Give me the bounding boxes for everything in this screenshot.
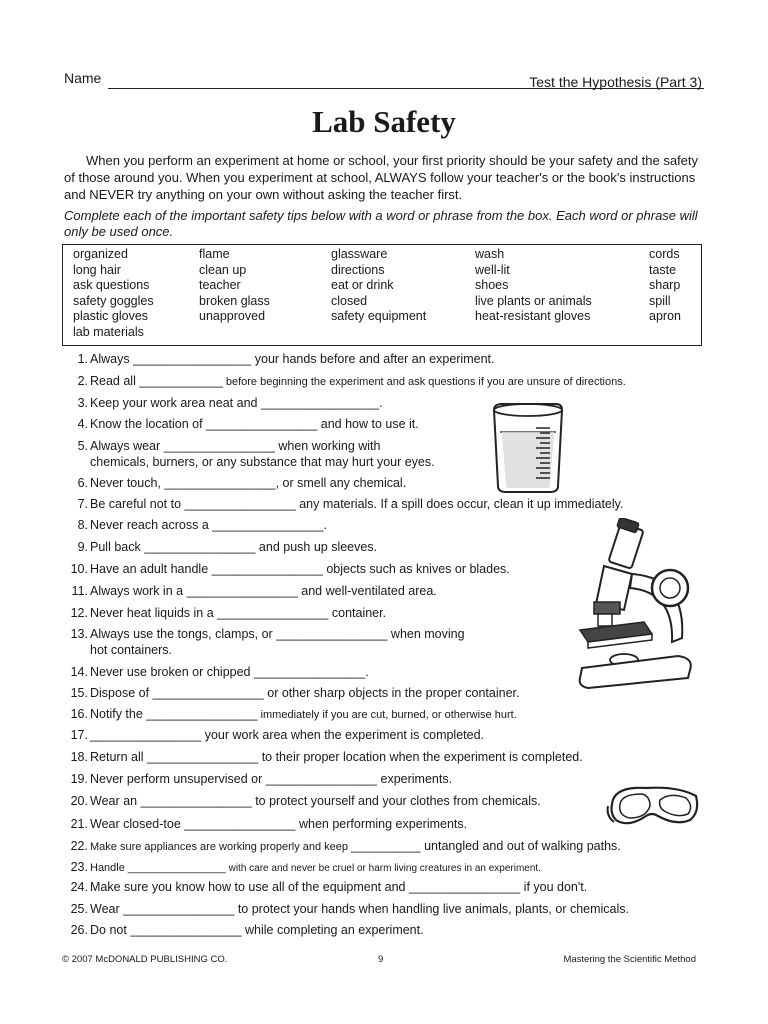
answer-blank[interactable]: ________________ (144, 540, 256, 554)
safety-item-2: 2. Read all ____________ before beginning the experiment and ask questions if you are unsure of directions. (77, 374, 626, 388)
answer-blank[interactable]: ________________ (127, 862, 226, 874)
safety-item-26: 26. Do not ________________ while completing an experiment. (70, 923, 424, 937)
answer-blank[interactable]: ________________ (212, 518, 324, 532)
safety-item-21: 21. Wear closed-toe ________________ when performing experiments. (70, 817, 468, 831)
answer-blank[interactable]: _________________ (260, 396, 380, 410)
safety-item-14: 14. Never use broken or chipped ________________. (70, 665, 369, 679)
safety-item-25: 25. Wear ________________ to protect your hands when handling live animals, plants, or chemicals. (70, 902, 630, 916)
answer-blank[interactable]: ________________ (146, 750, 259, 764)
beaker-icon (488, 400, 568, 496)
safety-item-1: 1. Always _________________ your hands before and after an experiment. (77, 352, 495, 366)
word: live plants or animals (475, 293, 592, 308)
safety-item-4: 4. Know the location of ________________ and how to use it. (77, 417, 419, 431)
word-column-4 (475, 247, 592, 325)
safety-item-5: 5. Always wear ________________ when working with (77, 439, 381, 453)
word: broken glass (199, 293, 270, 308)
goggles-icon (606, 782, 702, 832)
word: lab materials (73, 324, 144, 339)
answer-blank[interactable]: ________________ (123, 902, 235, 916)
word: safety goggles (73, 293, 154, 308)
answer-blank[interactable]: ________________ (184, 817, 296, 831)
answer-blank[interactable]: ________________ (140, 794, 252, 808)
safety-item-12: 12. Never heat liquids in a ________________ container. (70, 606, 387, 620)
answer-blank[interactable]: ________________ (90, 728, 202, 742)
safety-item-5-cont: chemicals, burners, or any substance that may hurt your eyes. (90, 455, 435, 469)
word: directions (331, 262, 385, 277)
answer-blank[interactable]: ________________ (164, 476, 276, 490)
page-title: Lab Safety (312, 104, 456, 139)
word: taste (649, 262, 677, 277)
page-number: 9 (378, 954, 384, 965)
word: ask questions (73, 278, 150, 292)
safety-item-15: 15. Dispose of ________________ or other sharp objects in the proper container. (70, 686, 520, 700)
word: eat or drink (331, 278, 394, 292)
safety-item-22: 22. Make sure appliances are working properly and keep __________ untangled and out of walking paths. (70, 839, 621, 853)
answer-blank[interactable]: ________________ (253, 665, 366, 679)
answer-blank[interactable]: ________________ (184, 497, 296, 511)
word-column-1 (73, 247, 154, 340)
answer-blank[interactable]: ________________ (163, 439, 275, 453)
name-label: Name (64, 70, 102, 86)
word: heat-resistant gloves (475, 309, 591, 323)
answer-blank[interactable]: ________________ (408, 880, 521, 894)
word-box (62, 244, 702, 346)
word: closed (331, 293, 368, 308)
safety-item-7: 7. Be careful not to ________________ any materials. If a spill does occur, clean it up immediately. (77, 497, 624, 511)
safety-item-16: 16. Notify the ________________ immediately if you are cut, burned, or otherwise hurt. (70, 707, 517, 721)
safety-item-9: 9. Pull back ________________ and push up sleeves. (77, 540, 378, 554)
word: safety equipment (331, 309, 427, 323)
safety-item-8: 8. Never reach across a ________________. (77, 518, 327, 532)
intro-paragraph: When you perform an experiment at home or school, your first priority should be your safety and the safety of those around you. When you experiment at school, ALWAYS follow your teacher's or the book's instructions and NEVER try anything on your own without asking the teacher first. (64, 153, 699, 202)
word: apron (649, 309, 681, 323)
answer-blank[interactable]: ________________ (130, 923, 242, 937)
word-column-5 (649, 247, 681, 325)
answer-blank[interactable]: ________________ (276, 627, 388, 641)
word: sharp (649, 278, 681, 292)
word: unapproved (199, 309, 266, 323)
word: spill (649, 293, 671, 308)
safety-item-11: 11. Always work in a ________________ and well-ventilated area. (71, 584, 437, 598)
safety-item-13: 13. Always use the tongs, clamps, or ________________ when moving (70, 627, 465, 641)
book-title: Mastering the Scientific Method (563, 954, 696, 965)
word: glassware (331, 247, 388, 261)
word: cords (649, 247, 680, 261)
safety-item-3: 3. Keep your work area neat and _________________. (77, 396, 383, 410)
word: teacher (199, 278, 241, 292)
answer-blank[interactable]: ________________ (206, 417, 318, 431)
safety-item-6: 6. Never touch, ________________, or smell any chemical. (77, 476, 407, 490)
page-subtitle: Test the Hypothesis (Part 3) (529, 74, 702, 90)
word: plastic gloves (73, 309, 149, 323)
safety-item-13-cont: hot containers. (90, 643, 172, 657)
safety-item-23: 23. Handle ________________ with care and never be cruel or harm living creatures in an experiment. (70, 860, 541, 874)
answer-blank[interactable]: ____________ (139, 374, 223, 388)
answer-blank[interactable]: ________________ (265, 772, 378, 786)
word: clean up (199, 262, 247, 277)
microscope-icon (574, 518, 702, 694)
word-column-2 (199, 247, 270, 325)
safety-item-17: 17. ________________ your work area when the experiment is completed. (70, 728, 485, 742)
safety-item-18: 18. Return all ________________ to their proper location when the experiment is completed. (70, 750, 583, 764)
safety-item-19: 19. Never perform unsupervised or ________________ experiments. (70, 772, 453, 786)
answer-blank[interactable]: ________________ (211, 562, 323, 576)
word: shoes (475, 278, 509, 292)
answer-blank[interactable]: ________________ (146, 707, 258, 721)
copyright: © 2007 McDONALD PUBLISHING CO. (62, 954, 228, 965)
word: wash (475, 247, 505, 261)
answer-blank[interactable]: ________________ (152, 686, 264, 700)
word: long hair (73, 262, 121, 277)
word: organized (73, 247, 128, 261)
word-column-3 (331, 247, 426, 325)
answer-blank[interactable]: _________________ (133, 352, 252, 366)
safety-item-24: 24. Make sure you know how to use all of the equipment and ________________ if you don't. (70, 880, 588, 894)
answer-blank[interactable]: ________________ (186, 584, 298, 598)
answer-blank[interactable]: __________ (351, 839, 421, 853)
word: well-lit (475, 262, 510, 277)
safety-item-10: 10. Have an adult handle ________________ objects such as knives or blades. (70, 562, 510, 576)
word: flame (199, 247, 230, 261)
instructions: Complete each of the important safety tips below with a word or phrase from the box. Each word or phrase will only be used once. (64, 208, 698, 239)
safety-item-20: 20. Wear an ________________ to protect yourself and your clothes from chemicals. (70, 794, 541, 808)
answer-blank[interactable]: ________________ (217, 606, 329, 620)
